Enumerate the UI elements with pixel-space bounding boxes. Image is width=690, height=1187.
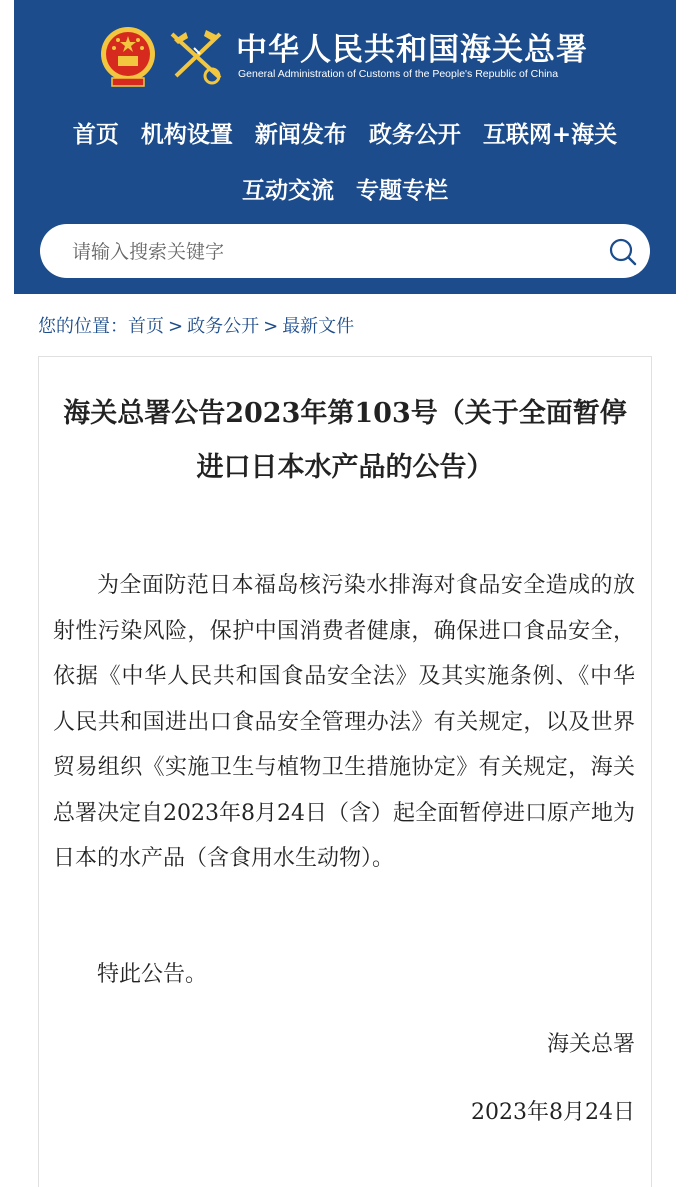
breadcrumb-label: 您的位置： [38,316,128,337]
national-emblem-icon [98,24,158,88]
search-icon[interactable] [608,237,638,267]
site-title-cn: 中华人民共和国海关总署 [236,32,588,68]
breadcrumb-government-affairs[interactable]: 政务公开 [187,316,260,337]
nav-item-internet-customs[interactable]: 互联网+海关 [482,122,618,148]
search-input[interactable] [70,224,574,280]
article-signer: 海关总署 [546,1032,635,1057]
nav-item-news[interactable]: 新闻发布 [254,122,347,148]
article-container [38,356,652,1187]
site-title-en: General Administration of Customs of the People's Republic of China [238,68,559,80]
article-paragraph: 为全面防范日本福岛核污染水排海对食品安全造成的放射性污染风险，保护中国消费者健康，确保进口食品安全，依据《中华人民共和国食品安全法》及其实施条例、《中华人民共和国进出口食品安全管理办法》有关规定，以及世界贸易组织《实施卫生与植物卫生措施协定》有关规定，海关总署决定自2023年8月24日（含）起全面暂停进口原产地为日本的水产品（含食用水生动物）。 [53,573,635,871]
main-nav-row-1 [14,116,676,149]
breadcrumb-separator: > [168,316,184,337]
nav-item-home[interactable]: 首页 [72,122,119,148]
breadcrumb-latest-documents[interactable]: 最新文件 [282,316,355,337]
nav-item-organization[interactable]: 机构设置 [140,122,233,148]
breadcrumb-home[interactable]: 首页 [128,316,164,337]
article-date: 2023年8月24日 [471,1100,635,1125]
breadcrumb [38,312,354,338]
search-bar [40,224,650,278]
customs-logo-icon [166,26,226,86]
article-body [53,563,635,882]
nav-item-government-affairs[interactable]: 政务公开 [368,122,461,148]
article-title: 海关总署公告2023年第103号（关于全面暂停进口日本水产品的公告） [63,398,627,483]
article-closing: 特此公告。 [97,962,208,987]
nav-item-special-topics[interactable]: 专题专栏 [356,178,448,204]
site-brand[interactable] [98,24,618,88]
nav-item-interaction[interactable]: 互动交流 [241,178,334,204]
breadcrumb-separator: > [263,316,279,337]
site-header [14,0,676,294]
main-nav-row-2 [14,172,676,205]
